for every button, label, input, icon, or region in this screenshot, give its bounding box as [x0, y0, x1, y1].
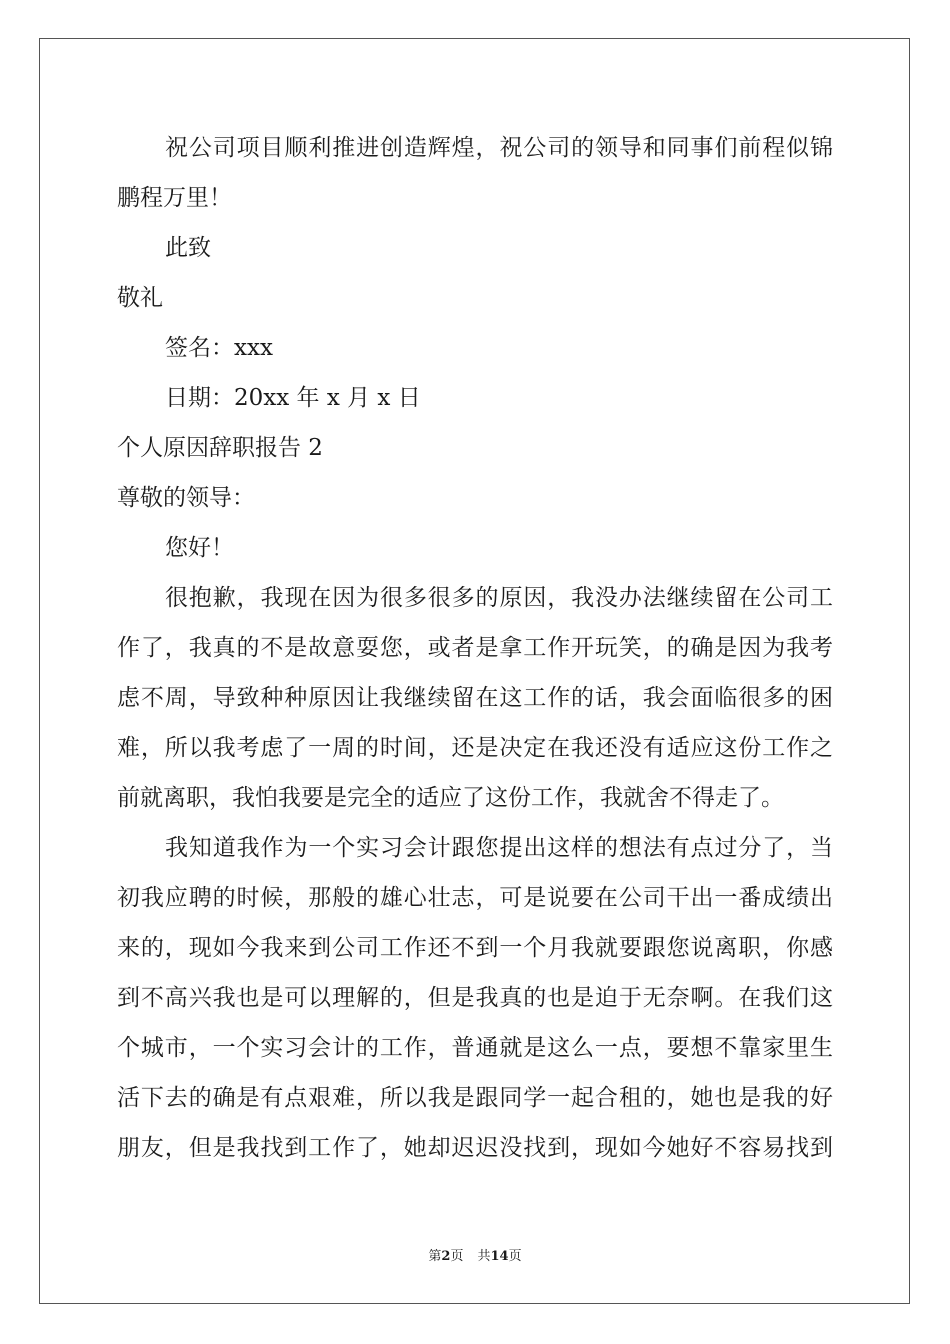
paragraph-line: 虑不周，导致种种原因让我继续留在这工作的话，我会面临很多的困 — [117, 685, 833, 711]
page-footer — [0, 1245, 950, 1264]
closing-salutation: 此致 — [165, 235, 211, 261]
current-page-number: 2 — [441, 1249, 451, 1264]
paragraph-line: 到不高兴我也是可以理解的，但是我真的也是迫于无奈啊。在我们这 — [117, 985, 833, 1011]
greeting-hello: 您好！ — [165, 535, 234, 561]
footer-total-unit: 页 — [508, 1249, 522, 1264]
paragraph-line: 作了，我真的不是故意耍您，或者是拿工作开玩笑，的确是因为我考 — [117, 635, 833, 661]
section-title: 个人原因辞职报告 2 — [117, 435, 323, 461]
paragraph-line: 前就离职，我怕我要是完全的适应了这份工作，我就舍不得走了。 — [117, 785, 784, 811]
paragraph-line: 来的，现如今我来到公司工作还不到一个月我就要跟您说离职，你感 — [117, 935, 833, 961]
paragraph-line: 我知道我作为一个实习会计跟您提出这样的想法有点过分了，当 — [165, 835, 833, 861]
paragraph-line: 很抱歉，我现在因为很多很多的原因，我没办法继续留在公司工 — [165, 585, 833, 611]
paragraph-line: 朋友，但是我找到工作了，她却迟迟没找到，现如今她好不容易找到 — [117, 1135, 833, 1161]
footer-prefix: 第 — [428, 1249, 442, 1264]
paragraph-line: 活下去的确是有点艰难，所以我是跟同学一起合租的，她也是我的好 — [117, 1085, 833, 1111]
footer-total-prefix: 共 — [477, 1249, 491, 1264]
paragraph-line: 祝公司项目顺利推进创造辉煌，祝公司的领导和同事们前程似锦 — [165, 135, 833, 161]
paragraph-line: 鹏程万里！ — [117, 185, 232, 211]
paragraph-line: 难，所以我考虑了一周的时间，还是决定在我还没有适应这份工作之 — [117, 735, 833, 761]
greeting-recipient: 尊敬的领导： — [117, 485, 255, 511]
total-page-number: 14 — [490, 1249, 509, 1264]
footer-page-unit: 页 — [450, 1249, 464, 1264]
paragraph-line: 个城市，一个实习会计的工作，普通就是这么一点，要想不靠家里生 — [117, 1035, 833, 1061]
signature-line: 签名：xxx — [165, 335, 273, 361]
date-line: 日期：20xx 年 x 月 x 日 — [165, 385, 421, 411]
closing-regards: 敬礼 — [117, 285, 163, 311]
paragraph-line: 初我应聘的时候，那般的雄心壮志，可是说要在公司干出一番成绩出 — [117, 885, 833, 911]
